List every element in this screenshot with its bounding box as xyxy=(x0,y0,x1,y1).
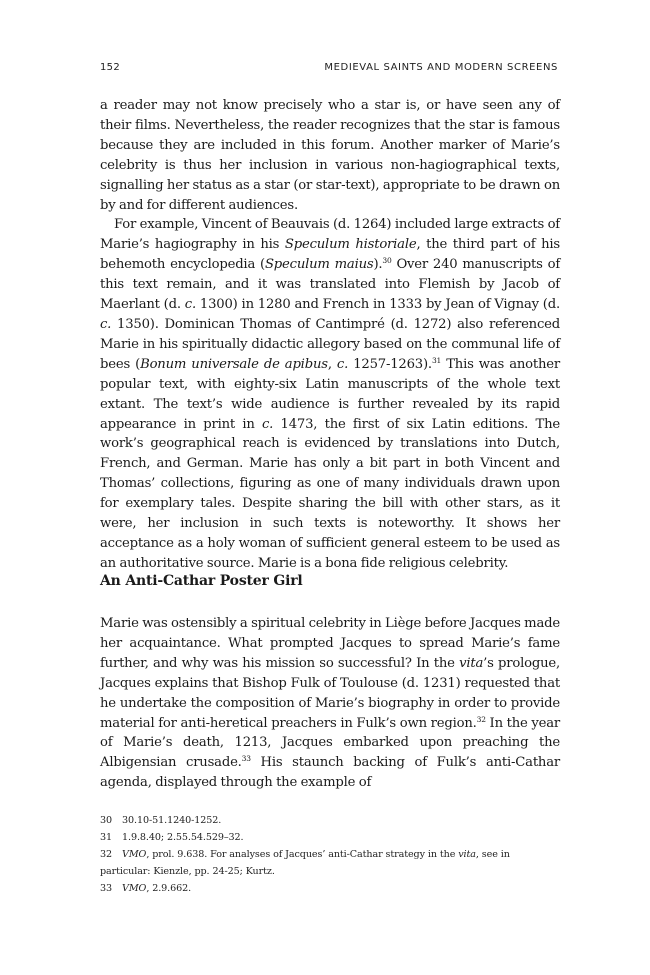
footnote-number: 32 xyxy=(100,849,113,860)
italic-word: vita xyxy=(459,655,484,671)
footnote-ref-33[interactable]: 33 xyxy=(241,754,251,764)
text-run: , xyxy=(327,356,337,372)
italic-abbrev: VMO xyxy=(122,883,147,894)
text-run: , the third part of his behemoth encyclopedia ( xyxy=(100,237,560,273)
text-run: 1473, the first of six Latin editions. The work’s geographical reach is evidenced by translations into Dutch, French, and German. Marie has only a bit part in both Vincent and Thomas’ collections, figuring as one of many individuals drawn upon for exemplary tales. Despite sharing the bill with other stars, as it were, her inclusion in such texts is noteworthy. It shows her acceptance as a holy woman of sufficient general esteem to be used as an authoritative source. Marie is a bona fide religious celebrity. xyxy=(100,416,560,571)
footnote-number: 33 xyxy=(100,883,113,894)
footnote-ref-30[interactable]: 30 xyxy=(382,256,392,266)
text-run: For example, Vincent of Beauvais (d. 1264) included large extracts of Marie’s hagiography in his xyxy=(100,217,560,253)
text-run: In the year of Marie’s death, 1213, Jacques embarked upon preaching the Albigensian crusade. xyxy=(100,715,560,771)
italic-circa: c. xyxy=(184,297,196,313)
text-run: Marie was ostensibly a spiritual celebrity in Liège before Jacques made her acquaintance. What prompted Jacques to spread Marie’s fame further, and why was his mission so successful? In the xyxy=(100,616,560,671)
page-number: 152 xyxy=(100,62,120,73)
text-run: 1350). Dominican Thomas of Cantimpré (d. 1272) also referenced Marie in his spiritually didactic allegory based on the communal life of bees ( xyxy=(100,316,560,372)
italic-circa: c. xyxy=(336,356,349,372)
footnote-30 xyxy=(100,812,560,829)
footnote-text: , prol. 9.638. For analyses of Jacques’ anti-Cathar strategy in the xyxy=(146,849,459,860)
text-run: 1257-1263). xyxy=(348,356,432,372)
footnote-number: 31 xyxy=(100,832,113,843)
italic-title: Bonum universale de apibus xyxy=(140,356,328,372)
italic-word: vita xyxy=(458,849,476,860)
text-run: ). xyxy=(373,257,383,273)
running-header xyxy=(100,62,558,76)
footnote-33 xyxy=(100,880,560,897)
footnote-32 xyxy=(100,846,560,880)
text-run: 1300) in 1280 and French in 1333 by Jean of Vignay (d. xyxy=(195,297,560,313)
text-run: This was another popular text, with eighty-six Latin manuscripts of the whole text extant. The text’s wide audience is further revealed by its rapid appearance in print in xyxy=(100,356,560,432)
footnote-text: , see in particular: Kienzle, pp. 24-25; Kurtz. xyxy=(100,849,510,877)
footnote-31 xyxy=(100,829,560,846)
running-title: MEDIEVAL SAINTS AND MODERN SCREENS xyxy=(324,62,558,73)
italic-circa: c. xyxy=(100,316,112,332)
italic-title: Speculum maius xyxy=(264,257,374,273)
italic-circa: c. xyxy=(261,416,274,432)
footnote-text: 30.10-51.1240-1252. xyxy=(122,815,222,826)
footnotes xyxy=(100,812,560,897)
body-text-upper xyxy=(100,96,560,574)
section-heading: An Anti-Cathar Poster Girl xyxy=(100,573,303,589)
paragraph-2 xyxy=(100,215,560,573)
italic-title: Speculum historiale xyxy=(284,237,417,253)
text-run: Over 240 manuscripts of this text remain, and it was translated into Flemish by Jacob of Maerlant (d. xyxy=(100,257,561,313)
footnote-text: , 2.9.662. xyxy=(146,883,192,894)
footnote-number: 30 xyxy=(100,815,113,826)
footnote-ref-31[interactable]: 31 xyxy=(431,355,442,365)
paragraph-1: a reader may not know precisely who a star is, or have seen any of their films. Nevertheless, the reader recognizes that the star is famous because they are included in this forum. Another marker of Marie’s celebrity is thus her inclusion in various non-hagiographical texts, signalling her status as a star (or star-text), appropriate to be drawn on by and for different audiences. xyxy=(100,98,560,213)
body-text-lower xyxy=(100,614,560,793)
footnote-ref-32[interactable]: 32 xyxy=(476,714,486,724)
text-run: ’s prologue, Jacques explains that Bishop Fulk of Toulouse (d. 1231) requested that he undertake the composition of Marie’s biography in order to provide material for anti-heretical preachers in Fulk’s own region. xyxy=(100,655,560,731)
italic-abbrev: VMO xyxy=(122,849,147,860)
text-run: His staunch backing of Fulk’s anti-Cathar agenda, displayed through the example of xyxy=(100,755,560,791)
paragraph-3 xyxy=(100,614,560,793)
footnote-text: 1.9.8.40; 2.55.54.529–32. xyxy=(122,832,244,843)
